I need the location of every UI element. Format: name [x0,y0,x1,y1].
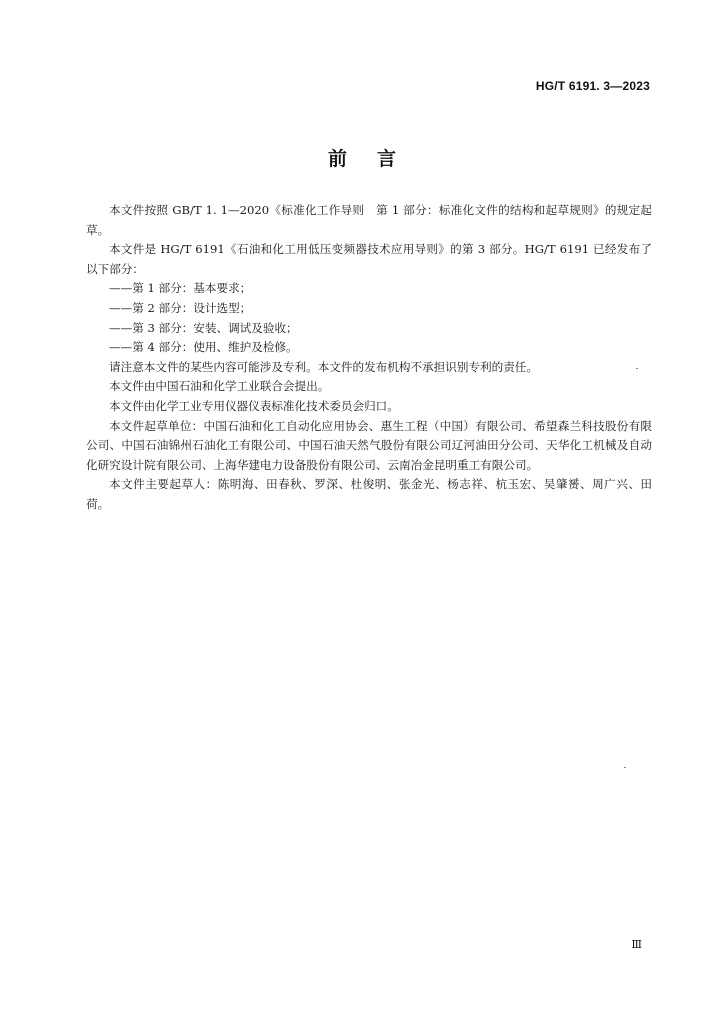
scan-speck [624,767,626,768]
list-item-part-2: ——第 2 部分：设计选型； [109,300,252,315]
page-number: Ⅲ [631,938,642,951]
standard-number: HG/T 6191. 3—2023 [535,79,650,93]
scan-speck [636,368,638,369]
page-title: 前言 [327,148,426,170]
paragraph-standard-parts: 本文件是 HG/T 6191《石油和化工用低压变频器技术应用导则》的第 3 部分。HG/T 6191 已经发布了以下部分： [86,242,652,276]
paragraph-centralized-by: 本文件由化学工业专用仪器仪表标准化技术委员会归口。 [109,398,399,413]
paragraph-drafting-rules: 本文件按照 GB/T 1. 1—2020《标准化工作导则 第 1 部分：标准化文件的结构和起草规则》的规定起草。 [86,203,652,237]
paragraph-drafting-units: 本文件起草单位：中国石油和化工自动化应用协会、惠生工程（中国）有限公司、希望森兰科技股份有限公司、中国石油锦州石油化工有限公司、中国石油天然气股份有限公司辽河油田分公司、天华化工机械及自动化研究设计院有限公司、上海华建电力设备股份有限公司、云南冶金昆明重工有限公司。 [86,418,652,472]
paragraph-patent-notice: 请注意本文件的某些内容可能涉及专利。本文件的发布机构不承担识别专利的责任。 [109,359,538,374]
paragraph-proposed-by: 本文件由中国石油和化学工业联合会提出。 [109,379,330,394]
list-item-part-4: ——第 4 部分：使用、维护及检修。 [109,340,298,355]
list-item-part-1: ——第 1 部分：基本要求； [109,281,252,296]
preface-body [86,201,652,515]
list-item-part-3: ——第 3 部分：安装、调试及验收； [109,320,298,335]
paragraph-main-drafters: 本文件主要起草人：陈明海、田春秋、罗深、杜俊明、张金光、杨志祥、杭玉宏、吴肇赟、周广兴、田荷。 [86,477,652,511]
